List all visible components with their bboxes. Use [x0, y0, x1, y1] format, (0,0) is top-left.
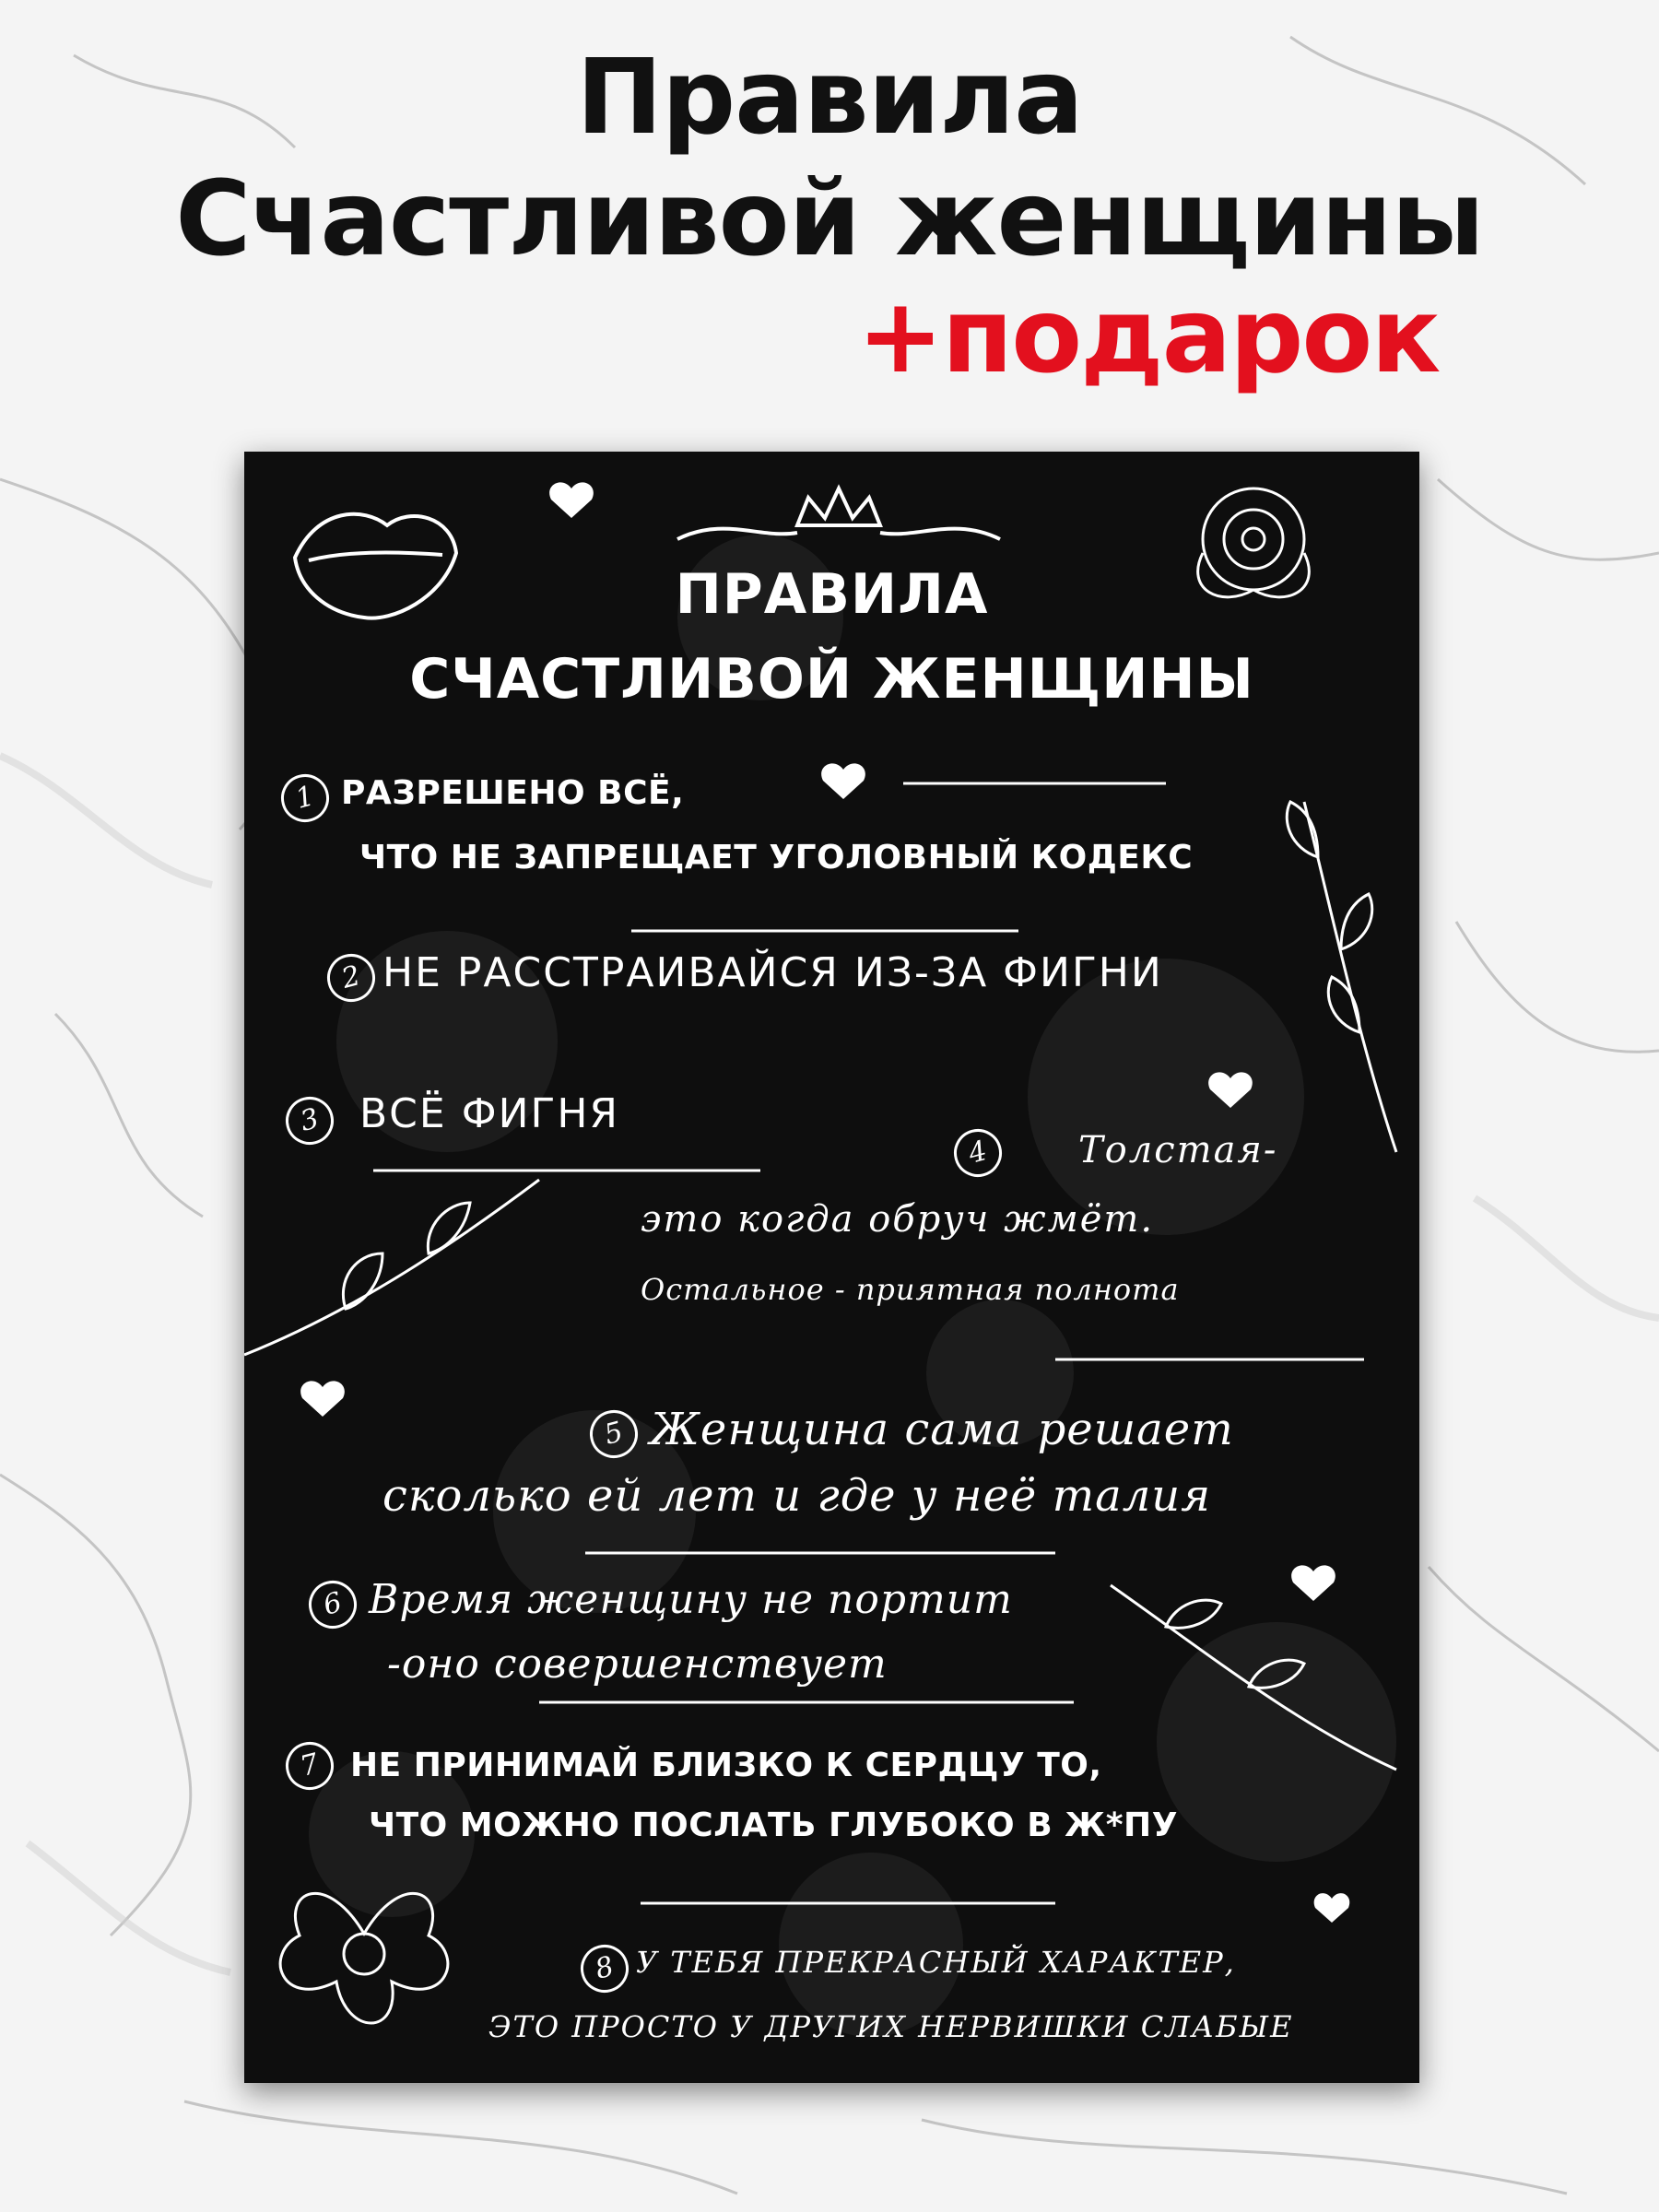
gift-label: +подарок: [857, 276, 1440, 396]
rule-4-line1: Толстая-: [1078, 1129, 1278, 1171]
rule-number: 2: [322, 948, 381, 1007]
poster-heading-line1: ПРАВИЛА: [675, 562, 989, 627]
rule-number: 8: [575, 1939, 634, 1998]
poster: [244, 452, 1419, 2083]
rule-8-line2: ЭТО ПРОСТО У ДРУГИХ НЕРВИШКИ СЛАБЫЕ: [488, 2009, 1294, 2044]
rule-number: 3: [280, 1091, 339, 1150]
rule-number: 1: [276, 769, 335, 828]
rule-number: 6: [303, 1575, 362, 1634]
rule-1-line2: ЧТО НЕ ЗАПРЕЩАЕТ УГОЛОВНЫЙ КОДЕКС: [359, 839, 1194, 877]
flower-icon: [280, 1893, 448, 2023]
rule-4-line3: Остальное - приятная полнота: [641, 1272, 1180, 1307]
title-line-2: Счастливой женщины: [175, 159, 1484, 279]
rule-5-line2: сколько ей лет и где у неё талия: [382, 1470, 1211, 1522]
crown-icon: [677, 488, 1000, 539]
rule-number: 4: [948, 1124, 1007, 1182]
product-title: [0, 37, 1659, 280]
rule-8-line1: У ТЕБЯ ПРЕКРАСНЫЙ ХАРАКТЕР,: [636, 1945, 1236, 1980]
rule-1-line1: РАЗРЕШЕНО ВСЁ,: [341, 774, 685, 812]
rule-3-line1: ВСЁ ФИГНЯ: [359, 1090, 619, 1137]
title-line-1: Правила: [576, 38, 1083, 158]
rule-4-line2: это когда обруч жмёт.: [641, 1198, 1155, 1241]
rule-7-line2: ЧТО МОЖНО ПОСЛАТЬ ГЛУБОКО В Ж*ПУ: [369, 1806, 1178, 1844]
rule-6-line2: -оно совершенствует: [387, 1641, 888, 1688]
rule-6-line1: Время женщину не портит: [369, 1576, 1013, 1623]
rule-5-line1: Женщина сама решает: [650, 1404, 1234, 1455]
rule-2-line1: НЕ РАССТРАИВАЙСЯ ИЗ-ЗА ФИГНИ: [382, 949, 1163, 996]
rule-7-line1: НЕ ПРИНИМАЙ БЛИЗКО К СЕРДЦУ ТО,: [350, 1747, 1102, 1784]
rule-number: 7: [280, 1736, 339, 1795]
poster-heading-line2: СЧАСТЛИВОЙ ЖЕНЩИНЫ: [409, 647, 1254, 712]
rule-number: 5: [584, 1405, 643, 1464]
